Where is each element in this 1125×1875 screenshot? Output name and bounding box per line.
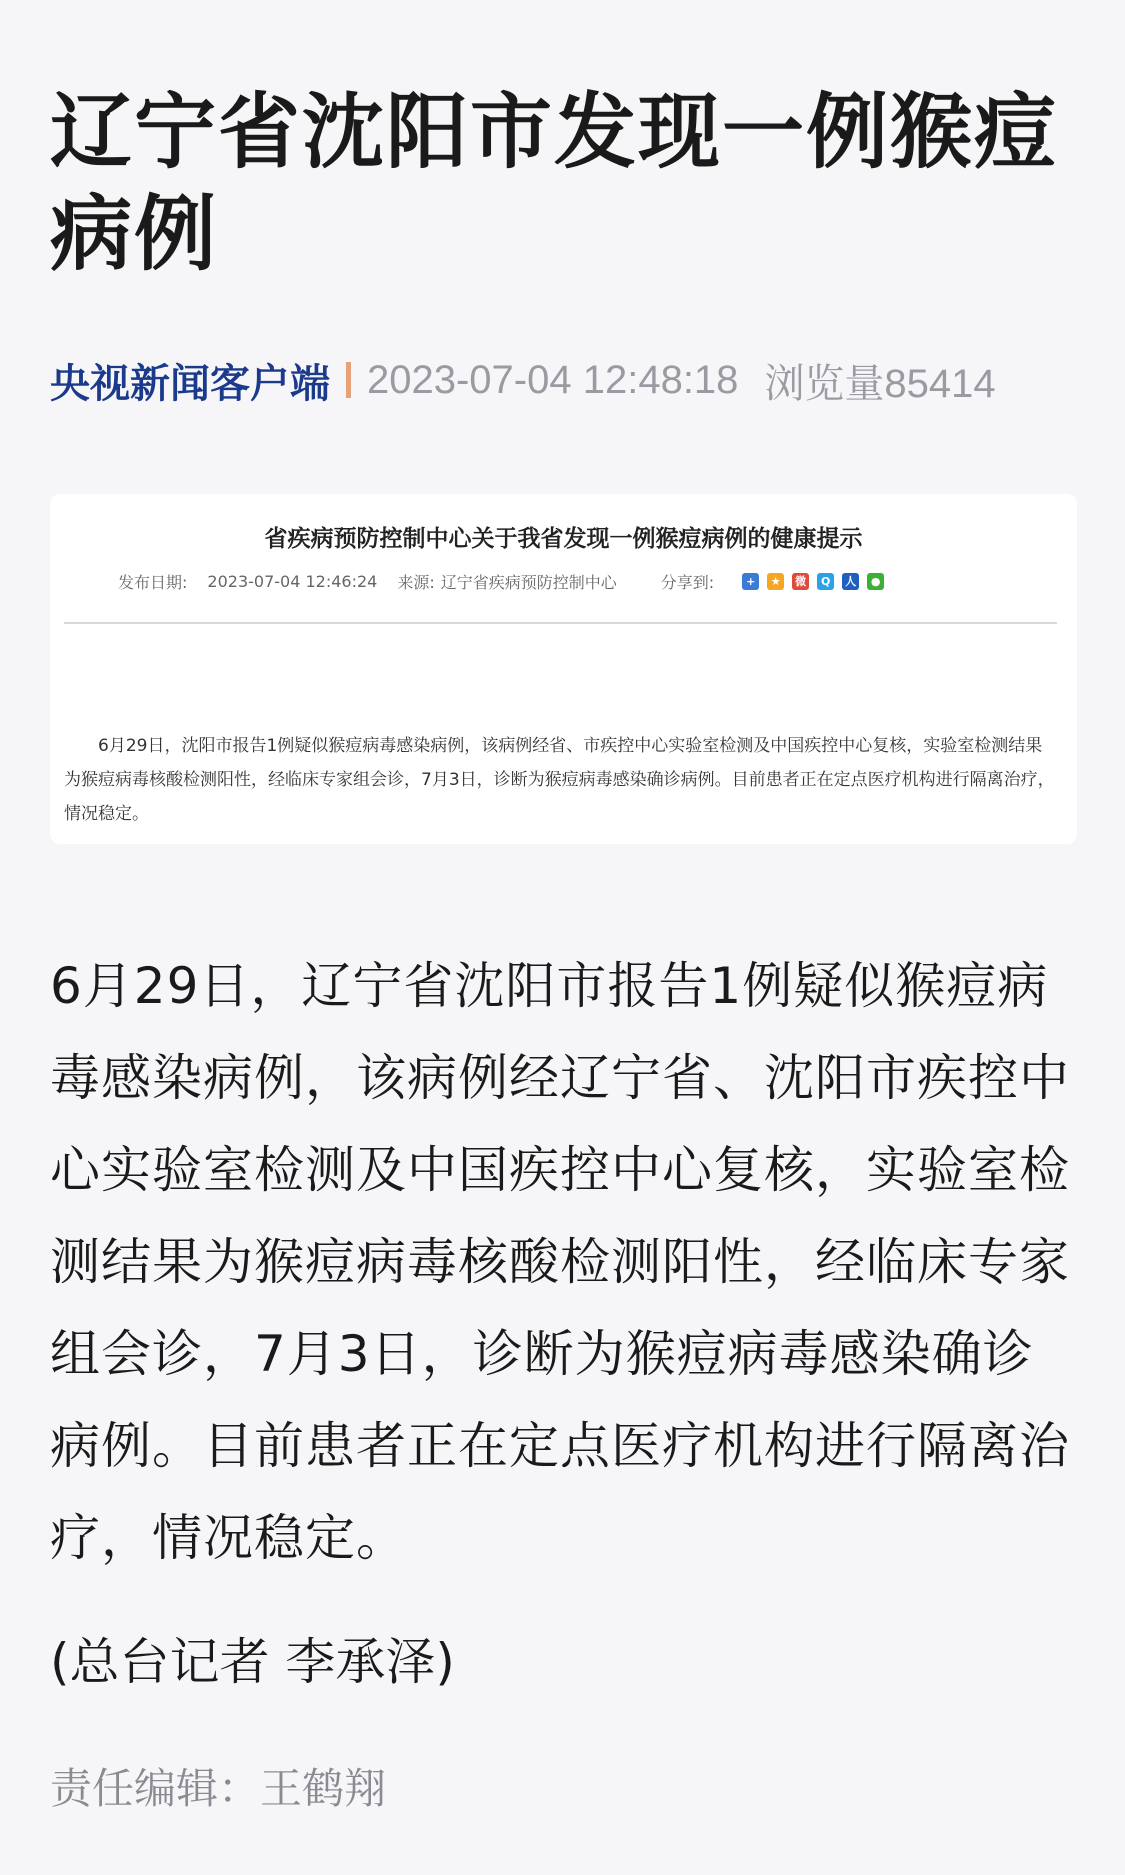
notice-image[interactable] [50,494,1077,844]
notice-publish-date: 2023-07-04 12:46:24 [207,572,378,591]
article-meta [50,355,996,405]
article-views: 浏览量85414 [764,361,996,406]
notice-title: 省疾病预防控制中心关于我省发现一例猴痘病例的健康提示 [264,526,863,552]
article-source[interactable]: 央视新闻客户端 [50,360,330,407]
qzone-share-icon: ★ [767,573,784,590]
article-body: 6月29日，辽宁省沈阳市报告1例疑似猴痘病毒感染病例，该病例经辽宁省、沈阳市疾控中心实验室检测及中国疾控中心复核，实验室检测结果为猴痘病毒核酸检测阳性，经临床专家组会诊，7月3日，诊断为猴痘病毒感染确诊病例。目前患者正在定点医疗机构进行隔离治疗，情况稳定。 [50,957,1070,1567]
plus-share-icon: + [742,573,759,590]
notice-body: 6月29日，沈阳市报告1例疑似猴痘病毒感染病例，该病例经省、市疾控中心实验室检测及中国疾控中心复核，实验室检测结果为猴痘病毒核酸检测阳性，经临床专家组会诊，7月3日，诊断为猴痘病毒感染确诊病例。目前患者正在定点医疗机构进行隔离治疗，情况稳定。 [64,736,1055,824]
notice-divider [64,622,1057,624]
notice-source: 辽宁省疾病预防控制中心 [440,573,617,592]
qq-share-icon: Q [817,573,834,590]
notice-source-label: 来源: [397,573,435,592]
renren-share-icon: 人 [842,573,859,590]
article-editor: 责任编辑：王鹤翔 [50,1764,387,1813]
notice-meta [118,570,884,593]
article-datetime: 2023-07-04 12:48:18 [367,357,739,402]
wechat-share-icon: ● [867,573,884,590]
meta-divider [346,362,351,398]
share-icons [742,573,884,590]
article-title: 辽宁省沈阳市发现一例猴痘病例 [50,85,1059,282]
notice-publish-label: 发布日期: [118,573,188,592]
weibo-share-icon: 微 [792,573,809,590]
article-byline: (总台记者 李承泽) [50,1633,455,1691]
notice-share-label: 分享到: [660,573,715,592]
